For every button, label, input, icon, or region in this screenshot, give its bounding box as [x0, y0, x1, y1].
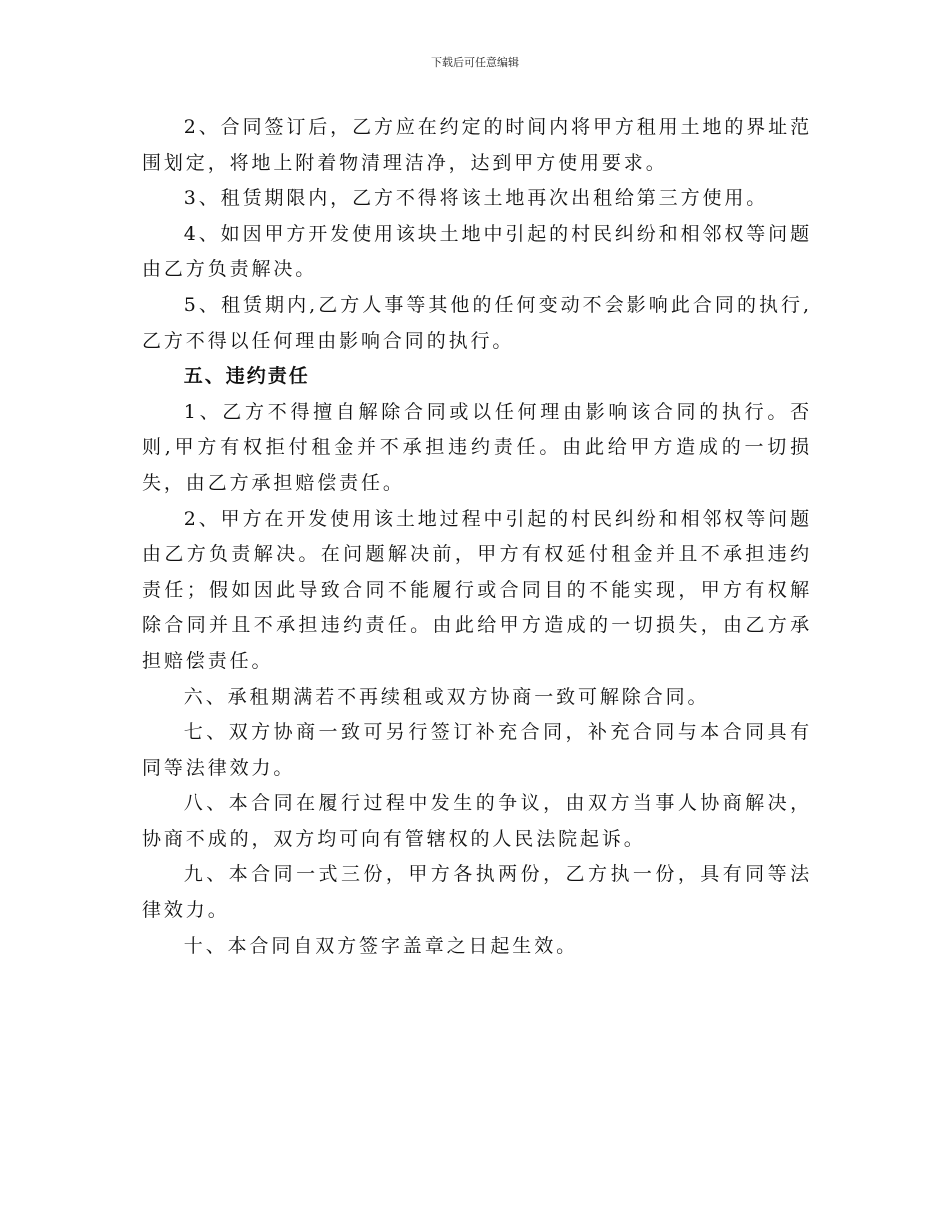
- clause-9: 九、本合同一式三份，甲方各执两份，乙方执一份，具有同等法律效力。: [142, 863, 812, 922]
- clause-4-3: 3、租赁期限内，乙方不得将该土地再次出租给第三方使用。: [183, 187, 769, 210]
- clause-4-5: 5、租赁期内,乙方人事等其他的任何变动不会影响此合同的执行,乙方不得以任何理由影响合同的执行。: [142, 293, 812, 352]
- document-body: [142, 110, 812, 964]
- clause-6: 六、承租期满若不再续租或双方协商一致可解除合同。: [183, 685, 710, 708]
- clause-4-2: 2、合同签订后，乙方应在约定的时间内将甲方租用土地的界址范围划定，将地上附着物清理洁净，达到甲方使用要求。: [142, 116, 812, 174]
- clause-7: 七、双方协商一致可另行签订补充合同，补充合同与本合同具有同等法律效力。: [142, 721, 812, 779]
- clause-10: 十、本合同自双方签字盖章之日起生效。: [183, 934, 578, 957]
- clause-5-1: 1、乙方不得擅自解除合同或以任何理由影响该合同的执行。否则,甲方有权拒付租金并不承担违约责任。由此给甲方造成的一切损失，由乙方承担赔偿责任。: [142, 400, 812, 494]
- clause-4-4: 4、如因甲方开发使用该块土地中引起的村民纠纷和相邻权等问题由乙方负责解决。: [142, 222, 812, 281]
- clause-5-2: 2、甲方在开发使用该土地过程中引起的村民纠纷和相邻权等问题由乙方负责解决。在问题解决前，甲方有权延付租金并且不承担违约责任；假如因此导致合同不能履行或合同目的不能实现，甲方有权解除合同并且不承担违约责任。由此给甲方造成的一切损失，由乙方承担赔偿责任。: [142, 507, 812, 672]
- page-header: 下载后可任意编辑: [431, 56, 519, 69]
- section-heading-breach: 五、违约责任: [183, 365, 310, 388]
- clause-8: 八、本合同在履行过程中发生的争议，由双方当事人协商解决，协商不成的，双方均可向有管辖权的人民法院起诉。: [142, 792, 812, 850]
